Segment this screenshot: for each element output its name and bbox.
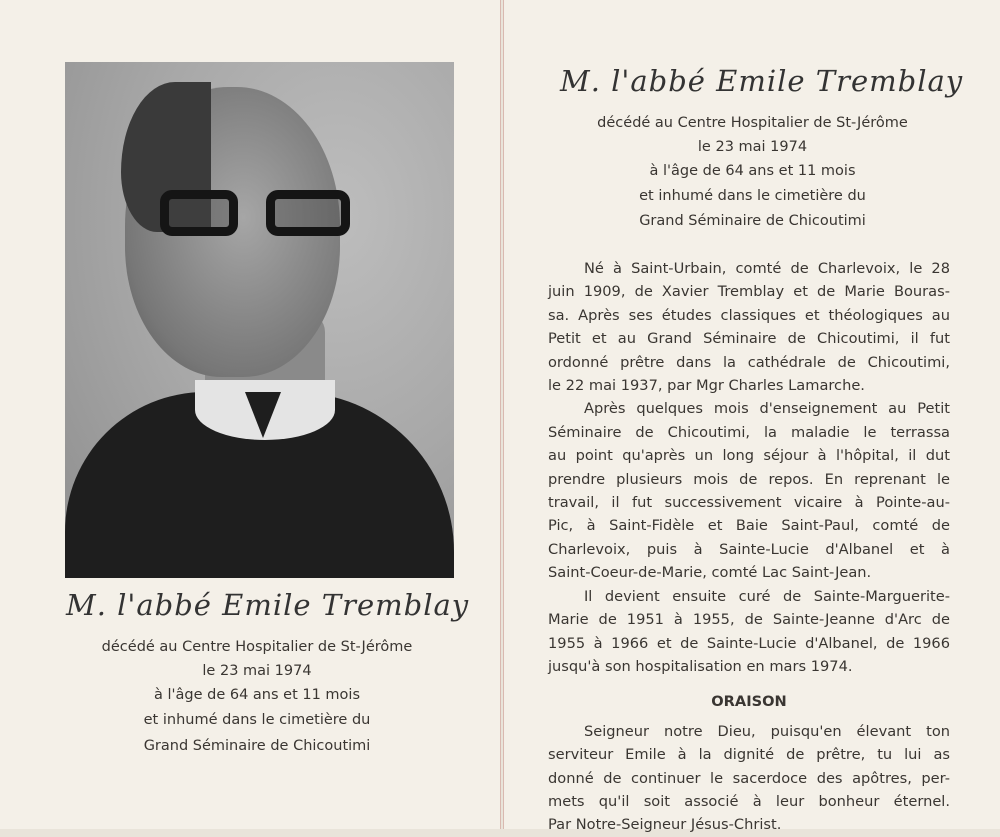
header-line: décédé au Centre Hospitalier de St-Jérôme — [101, 639, 413, 655]
text-line: Saint-Coeur-de-Marie, comté Lac Saint-Jean. — [548, 564, 872, 582]
text-line: Pic, à Saint-Fidèle et Baie Saint-Paul, comté de — [548, 517, 950, 535]
portrait-photo — [65, 62, 454, 578]
text-line: au point qu'après un long séjour à l'hôpital, il dut — [548, 447, 950, 465]
text-line: ordonné prêtre dans la cathédrale de Chicoutimi, — [548, 353, 950, 371]
text-line: jusqu'à son hospitalisation en mars 1974. — [548, 657, 853, 675]
text-line: Il devient ensuite curé de Sainte-Marguerite- — [584, 587, 950, 605]
header-line: à l'âge de 64 ans et 11 mois — [649, 163, 856, 179]
header-line: Grand Séminaire de Chicoutimi — [143, 738, 371, 754]
text-line: Après quelques mois d'enseignement au Petit — [584, 400, 950, 418]
lens-right — [266, 190, 350, 236]
portrait-glasses — [160, 190, 350, 238]
header-line: le 23 mai 1974 — [697, 139, 808, 155]
prayer-heading: ORAISON — [711, 693, 787, 711]
name-title: M. l'abbé Emile Tremblay — [66, 588, 470, 622]
text-line: Seigneur notre Dieu, puisqu'en élevant ton — [584, 722, 950, 740]
text-line: Par Notre-Seigneur Jésus-Christ. — [548, 816, 782, 834]
biography — [548, 257, 950, 837]
text-line: Né à Saint-Urbain, comté de Charlevoix, le 28 — [584, 260, 950, 277]
text-line: travail, il fut successivement vicaire à Pointe-au- — [548, 494, 950, 512]
right-card — [503, 0, 1000, 834]
header-line: et inhumé dans le cimetière du — [639, 188, 866, 204]
header-line: décédé au Centre Hospitalier de St-Jérôme — [597, 115, 908, 131]
text-line: le 22 mai 1937, par Mgr Charles Lamarche. — [548, 377, 865, 395]
text-line: prendre plusieurs mois de repos. En reprenant le — [548, 470, 950, 488]
text-line: Petit et au Grand Séminaire de Chicoutimi, il fut — [548, 330, 950, 348]
bio-paragraph — [548, 257, 950, 397]
left-card — [0, 0, 501, 829]
bio-paragraph — [548, 585, 950, 679]
prayer — [548, 720, 950, 837]
text-line: juin 1909, de Xavier Tremblay et de Marie Bouras- — [548, 283, 950, 301]
text-line: mets qu'il soit associé à leur bonheur éternel. — [548, 792, 950, 810]
text-line: serviteur Emile à la dignité de prêtre, tu lui as — [548, 746, 950, 764]
text-line: Séminaire de Chicoutimi, la maladie le terrassa — [548, 423, 950, 441]
text-line: donné de continuer le sacerdoce des apôtres, per- — [548, 769, 950, 787]
text-line: Marie de 1951 à 1955, de Sainte-Jeanne d'Arc de — [548, 611, 950, 629]
text-line: sa. Après ses études classiques et théologiques au — [548, 306, 950, 324]
header-line: à l'âge de 64 ans et 11 mois — [153, 687, 361, 703]
header-line: et inhumé dans le cimetière du — [143, 712, 371, 728]
bio-paragraph — [548, 397, 950, 584]
text-line: 1955 à 1966 et de Sainte-Lucie d'Albanel, de 1966 — [548, 634, 950, 652]
lens-left — [160, 190, 238, 236]
header-line: le 23 mai 1974 — [202, 663, 312, 679]
name-title: M. l'abbé Emile Tremblay — [560, 64, 964, 98]
header-line: Grand Séminaire de Chicoutimi — [639, 213, 866, 229]
text-line: Charlevoix, puis à Sainte-Lucie d'Albanel et à — [548, 540, 950, 558]
